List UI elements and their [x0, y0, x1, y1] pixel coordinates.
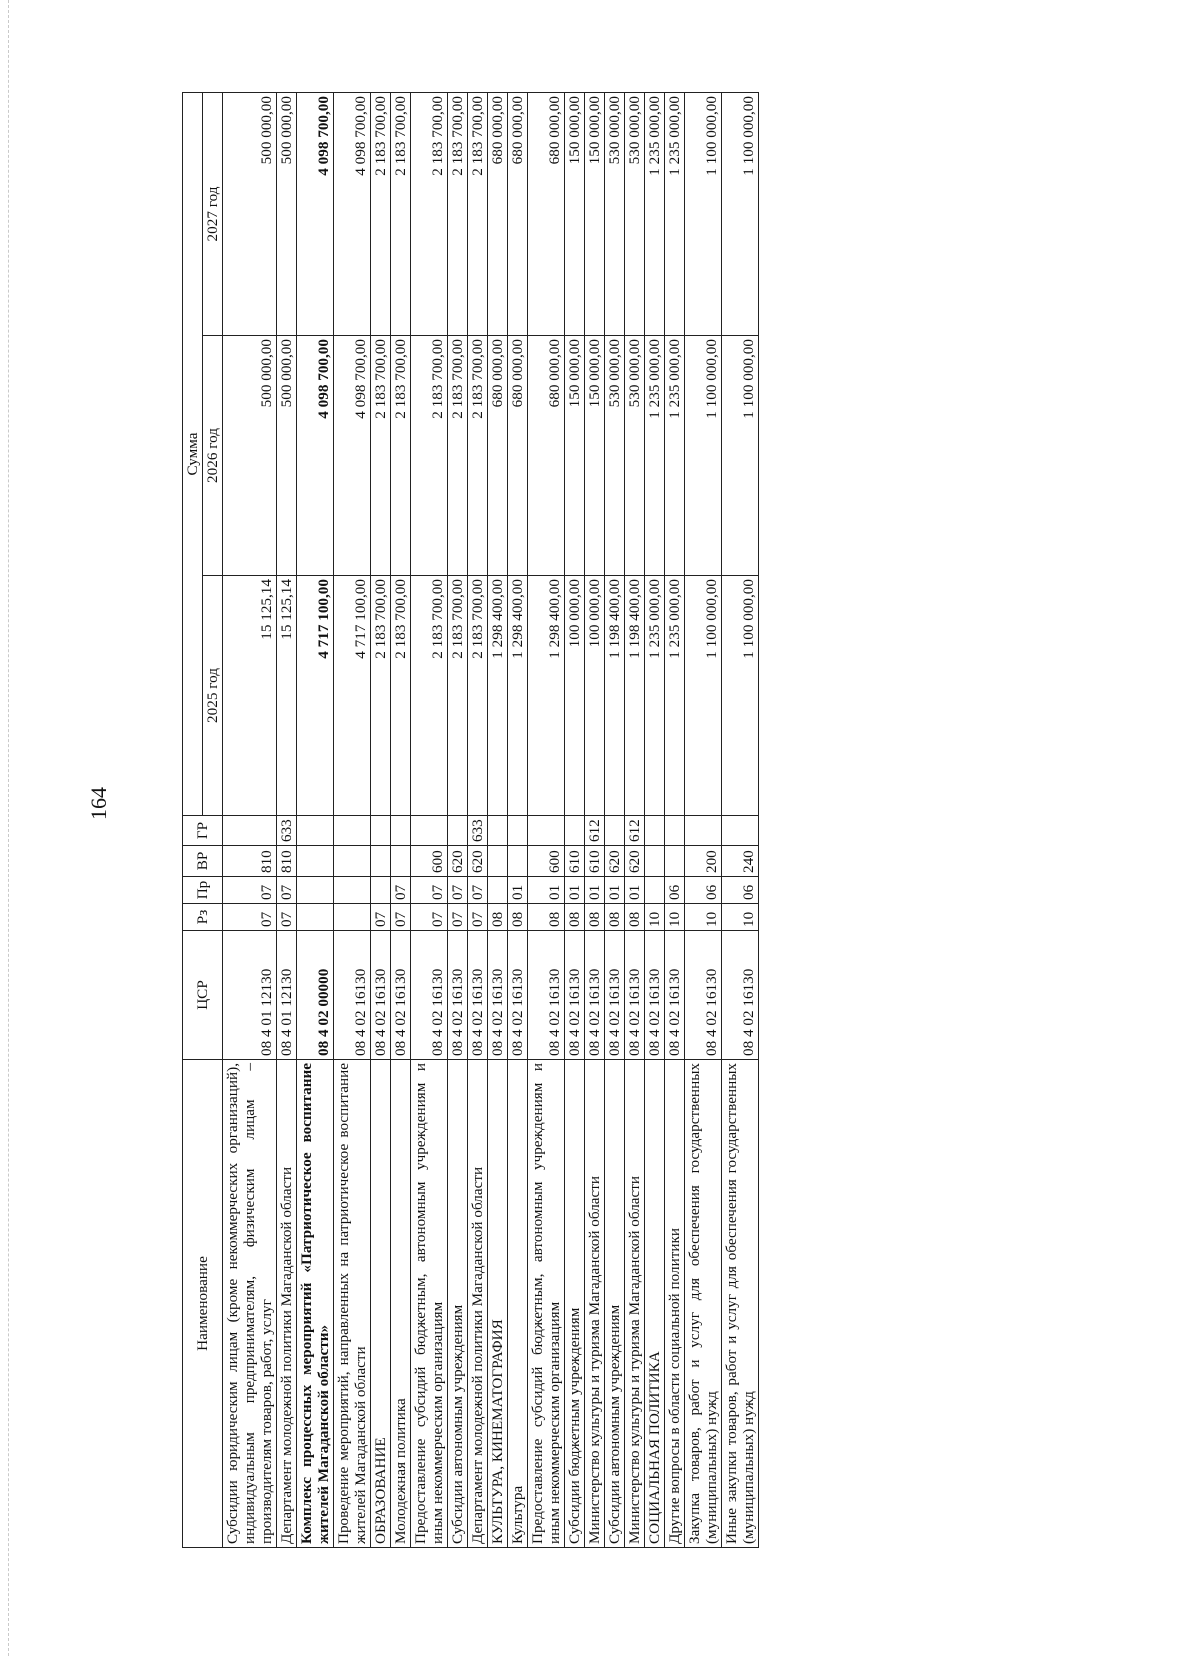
cell-csr: 08 4 02 16130 — [508, 931, 528, 1060]
cell-2025: 1 100 000,00 — [685, 576, 722, 816]
cell-2026: 2 183 700,00 — [448, 336, 468, 576]
cell-2027: 2 183 700,00 — [468, 93, 488, 336]
cell-gr — [448, 816, 468, 846]
cell-vr — [488, 846, 508, 877]
cell-pr — [297, 877, 334, 904]
cell-vr: 200 — [685, 846, 722, 877]
cell-2026: 1 100 000,00 — [722, 336, 759, 576]
cell-rz: 10 — [665, 904, 685, 931]
cell-vr — [371, 846, 391, 877]
header-pr: Пр — [183, 877, 223, 904]
cell-2025: 1 198 400,00 — [605, 576, 625, 816]
cell-2026: 1 235 000,00 — [665, 336, 685, 576]
cell-2026: 150 000,00 — [565, 336, 585, 576]
cell-2026: 4 098 700,00 — [334, 336, 371, 576]
cell-2026: 2 183 700,00 — [411, 336, 448, 576]
cell-vr: 600 — [411, 846, 448, 877]
cell-pr: 01 — [605, 877, 625, 904]
cell-csr: 08 4 02 16130 — [685, 931, 722, 1060]
cell-vr: 620 — [448, 846, 468, 877]
cell-gr — [297, 816, 334, 846]
header-gr: ГР — [183, 816, 223, 846]
cell-vr: 610 — [565, 846, 585, 877]
cell-2027: 500 000,00 — [277, 93, 297, 336]
cell-csr: 08 4 02 16130 — [448, 931, 468, 1060]
cell-2026: 680 000,00 — [488, 336, 508, 576]
cell-gr — [565, 816, 585, 846]
cell-name: Проведение мероприятий, направленных на патриотическое воспитание жителей Магаданской области — [334, 1060, 371, 1548]
cell-2025: 4 717 100,00 — [297, 576, 334, 816]
cell-vr — [508, 846, 528, 877]
cell-pr — [371, 877, 391, 904]
cell-2026: 680 000,00 — [528, 336, 565, 576]
table-row — [565, 93, 585, 1548]
cell-vr: 600 — [528, 846, 565, 877]
cell-2025: 1 100 000,00 — [722, 576, 759, 816]
cell-vr — [297, 846, 334, 877]
table-header-row — [183, 93, 203, 1548]
cell-2025: 2 183 700,00 — [391, 576, 411, 816]
cell-csr: 08 4 02 16130 — [585, 931, 605, 1060]
cell-gr — [665, 816, 685, 846]
cell-2026: 2 183 700,00 — [391, 336, 411, 576]
rotated-table-container — [182, 93, 1082, 1548]
cell-2026: 680 000,00 — [508, 336, 528, 576]
cell-vr: 810 — [223, 846, 277, 877]
cell-rz: 10 — [685, 904, 722, 931]
cell-2025: 100 000,00 — [585, 576, 605, 816]
cell-2025: 1 298 400,00 — [508, 576, 528, 816]
cell-vr — [665, 846, 685, 877]
cell-csr: 08 4 02 16130 — [371, 931, 391, 1060]
cell-pr: 06 — [685, 877, 722, 904]
cell-2025: 100 000,00 — [565, 576, 585, 816]
table-row — [411, 93, 448, 1548]
cell-rz: 07 — [371, 904, 391, 931]
table-row — [625, 93, 645, 1548]
cell-rz: 08 — [488, 904, 508, 931]
cell-name: Министерство культуры и туризма Магаданской области — [625, 1060, 645, 1548]
cell-csr: 08 4 01 12130 — [223, 931, 277, 1060]
cell-name: Департамент молодежной политики Магаданской области — [277, 1060, 297, 1548]
cell-csr: 08 4 02 16130 — [528, 931, 565, 1060]
table-row — [391, 93, 411, 1548]
cell-gr — [488, 816, 508, 846]
table-row — [448, 93, 468, 1548]
cell-gr — [722, 816, 759, 846]
table-row — [297, 93, 334, 1548]
cell-2027: 1 235 000,00 — [645, 93, 665, 336]
cell-pr: 01 — [528, 877, 565, 904]
cell-vr: 810 — [277, 846, 297, 877]
cell-vr — [645, 846, 665, 877]
table-row — [334, 93, 371, 1548]
table-row — [223, 93, 277, 1548]
cell-2027: 150 000,00 — [565, 93, 585, 336]
table-body — [223, 93, 759, 1548]
cell-gr — [411, 816, 448, 846]
table-row — [685, 93, 722, 1548]
cell-name: Предоставление субсидий бюджетным, автономным учреждениям и иным некоммерческим организациям — [528, 1060, 565, 1548]
cell-name: Субсидии бюджетным учреждениям — [565, 1060, 585, 1548]
cell-2026: 2 183 700,00 — [371, 336, 391, 576]
table-row — [277, 93, 297, 1548]
cell-pr: 07 — [468, 877, 488, 904]
cell-2026: 500 000,00 — [277, 336, 297, 576]
cell-csr: 08 4 02 16130 — [565, 931, 585, 1060]
table-row — [528, 93, 565, 1548]
cell-2027: 1 100 000,00 — [685, 93, 722, 336]
cell-2026: 2 183 700,00 — [468, 336, 488, 576]
cell-name: Молодежная политика — [391, 1060, 411, 1548]
header-sum: Сумма — [183, 93, 203, 816]
cell-gr: 612 — [585, 816, 605, 846]
cell-vr: 610 — [585, 846, 605, 877]
cell-2025: 4 717 100,00 — [334, 576, 371, 816]
table-row — [508, 93, 528, 1548]
table-row — [645, 93, 665, 1548]
cell-2027: 4 098 700,00 — [334, 93, 371, 336]
cell-name: Культура — [508, 1060, 528, 1548]
cell-rz: 08 — [585, 904, 605, 931]
cell-2026: 530 000,00 — [625, 336, 645, 576]
cell-pr: 07 — [411, 877, 448, 904]
cell-gr — [685, 816, 722, 846]
page-number: 164 — [86, 787, 111, 820]
cell-gr — [605, 816, 625, 846]
table-row — [371, 93, 391, 1548]
cell-csr: 08 4 02 16130 — [334, 931, 371, 1060]
cell-2027: 530 000,00 — [605, 93, 625, 336]
cell-rz — [297, 904, 334, 931]
cell-2026: 530 000,00 — [605, 336, 625, 576]
cell-vr: 620 — [468, 846, 488, 877]
cell-2025: 2 183 700,00 — [448, 576, 468, 816]
cell-pr: 07 — [223, 877, 277, 904]
cell-name: Министерство культуры и туризма Магаданской области — [585, 1060, 605, 1548]
cell-2026: 150 000,00 — [585, 336, 605, 576]
cell-pr: 06 — [722, 877, 759, 904]
table-row — [722, 93, 759, 1548]
cell-2027: 680 000,00 — [528, 93, 565, 336]
cell-name: СОЦИАЛЬНАЯ ПОЛИТИКА — [645, 1060, 665, 1548]
cell-gr — [334, 816, 371, 846]
budget-table — [182, 92, 759, 1548]
cell-rz: 07 — [468, 904, 488, 931]
cell-vr: 620 — [625, 846, 645, 877]
cell-csr: 08 4 02 16130 — [722, 931, 759, 1060]
cell-2025: 1 235 000,00 — [665, 576, 685, 816]
cell-name: Департамент молодежной политики Магаданской области — [468, 1060, 488, 1548]
cell-csr: 08 4 02 16130 — [645, 931, 665, 1060]
cell-2027: 1 235 000,00 — [665, 93, 685, 336]
cell-rz: 10 — [645, 904, 665, 931]
cell-2025: 1 298 400,00 — [488, 576, 508, 816]
cell-rz: 08 — [528, 904, 565, 931]
cell-vr: 240 — [722, 846, 759, 877]
header-2027: 2027 год — [203, 93, 223, 336]
cell-vr — [391, 846, 411, 877]
cell-2027: 2 183 700,00 — [371, 93, 391, 336]
table-row — [605, 93, 625, 1548]
cell-name: Субсидии автономным учреждениям — [448, 1060, 468, 1548]
header-csr: ЦСР — [183, 931, 223, 1060]
cell-rz: 10 — [722, 904, 759, 931]
cell-2025: 2 183 700,00 — [411, 576, 448, 816]
cell-pr — [488, 877, 508, 904]
cell-name: Закупка товаров, работ и услуг для обеспечения государственных (муниципальных) нужд — [685, 1060, 722, 1548]
cell-2025: 1 298 400,00 — [528, 576, 565, 816]
cell-2027: 150 000,00 — [585, 93, 605, 336]
cell-name: Иные закупки товаров, работ и услуг для обеспечения государственных (муниципальных) нужд — [722, 1060, 759, 1548]
cell-csr: 08 4 02 16130 — [411, 931, 448, 1060]
table-row — [585, 93, 605, 1548]
cell-name: Субсидии автономным учреждениям — [605, 1060, 625, 1548]
cell-rz: 07 — [277, 904, 297, 931]
cell-gr: 612 — [625, 816, 645, 846]
cell-pr: 07 — [391, 877, 411, 904]
header-rz: Рз — [183, 904, 223, 931]
cell-name: Субсидии юридическим лицам (кроме некоммерческих организаций), индивидуальным предпринимателям, физическим лицам – производителям товаров, работ, услуг — [223, 1060, 277, 1548]
cell-rz: 08 — [605, 904, 625, 931]
cell-pr: 01 — [625, 877, 645, 904]
cell-2026: 500 000,00 — [223, 336, 277, 576]
header-name: Наименование — [183, 1060, 223, 1548]
cell-rz — [334, 904, 371, 931]
cell-2025: 1 198 400,00 — [625, 576, 645, 816]
cell-csr: 08 4 02 16130 — [625, 931, 645, 1060]
cell-csr: 08 4 01 12130 — [277, 931, 297, 1060]
cell-2027: 500 000,00 — [223, 93, 277, 336]
cell-gr — [528, 816, 565, 846]
cell-vr — [334, 846, 371, 877]
cell-2026: 1 235 000,00 — [645, 336, 665, 576]
cell-2027: 680 000,00 — [488, 93, 508, 336]
cell-gr — [645, 816, 665, 846]
cell-2025: 2 183 700,00 — [371, 576, 391, 816]
cell-gr — [508, 816, 528, 846]
cell-name: Предоставление субсидий бюджетным, автономным учреждениям и иным некоммерческим организациям — [411, 1060, 448, 1548]
cell-pr: 01 — [508, 877, 528, 904]
scan-edge-line — [8, 0, 9, 1656]
cell-pr — [645, 877, 665, 904]
cell-rz: 08 — [508, 904, 528, 931]
cell-rz: 08 — [565, 904, 585, 931]
header-vr: ВР — [183, 846, 223, 877]
cell-rz: 07 — [448, 904, 468, 931]
cell-pr — [334, 877, 371, 904]
cell-csr: 08 4 02 16130 — [468, 931, 488, 1060]
cell-2027: 4 098 700,00 — [297, 93, 334, 336]
cell-2026: 1 100 000,00 — [685, 336, 722, 576]
table-row — [665, 93, 685, 1548]
cell-name: Комплекс процессных мероприятий «Патриотическое воспитание жителей Магаданской области» — [297, 1060, 334, 1548]
cell-2025: 15 125,14 — [223, 576, 277, 816]
cell-name: ОБРАЗОВАНИЕ — [371, 1060, 391, 1548]
cell-2027: 2 183 700,00 — [448, 93, 468, 336]
cell-rz: 08 — [625, 904, 645, 931]
table-row — [468, 93, 488, 1548]
cell-pr: 07 — [448, 877, 468, 904]
cell-pr: 01 — [585, 877, 605, 904]
cell-gr — [223, 816, 277, 846]
cell-rz: 07 — [223, 904, 277, 931]
cell-pr: 07 — [277, 877, 297, 904]
header-2025: 2025 год — [203, 576, 223, 816]
cell-2027: 1 100 000,00 — [722, 93, 759, 336]
table-row — [488, 93, 508, 1548]
cell-vr: 620 — [605, 846, 625, 877]
cell-name: КУЛЬТУРА, КИНЕМАТОГРАФИЯ — [488, 1060, 508, 1548]
cell-gr: 633 — [277, 816, 297, 846]
cell-2027: 530 000,00 — [625, 93, 645, 336]
cell-csr: 08 4 02 00000 — [297, 931, 334, 1060]
cell-pr: 01 — [565, 877, 585, 904]
cell-2025: 15 125,14 — [277, 576, 297, 816]
cell-csr: 08 4 02 16130 — [665, 931, 685, 1060]
cell-csr: 08 4 02 16130 — [391, 931, 411, 1060]
cell-csr: 08 4 02 16130 — [605, 931, 625, 1060]
cell-rz: 07 — [391, 904, 411, 931]
cell-rz: 07 — [411, 904, 448, 931]
cell-2027: 2 183 700,00 — [411, 93, 448, 336]
cell-gr — [391, 816, 411, 846]
header-2026: 2026 год — [203, 336, 223, 576]
cell-pr: 06 — [665, 877, 685, 904]
cell-gr — [371, 816, 391, 846]
cell-name: Другие вопросы в области социальной политики — [665, 1060, 685, 1548]
cell-2026: 4 098 700,00 — [297, 336, 334, 576]
cell-gr: 633 — [468, 816, 488, 846]
cell-2025: 2 183 700,00 — [468, 576, 488, 816]
cell-2027: 2 183 700,00 — [391, 93, 411, 336]
cell-2027: 680 000,00 — [508, 93, 528, 336]
cell-2025: 1 235 000,00 — [645, 576, 665, 816]
cell-csr: 08 4 02 16130 — [488, 931, 508, 1060]
